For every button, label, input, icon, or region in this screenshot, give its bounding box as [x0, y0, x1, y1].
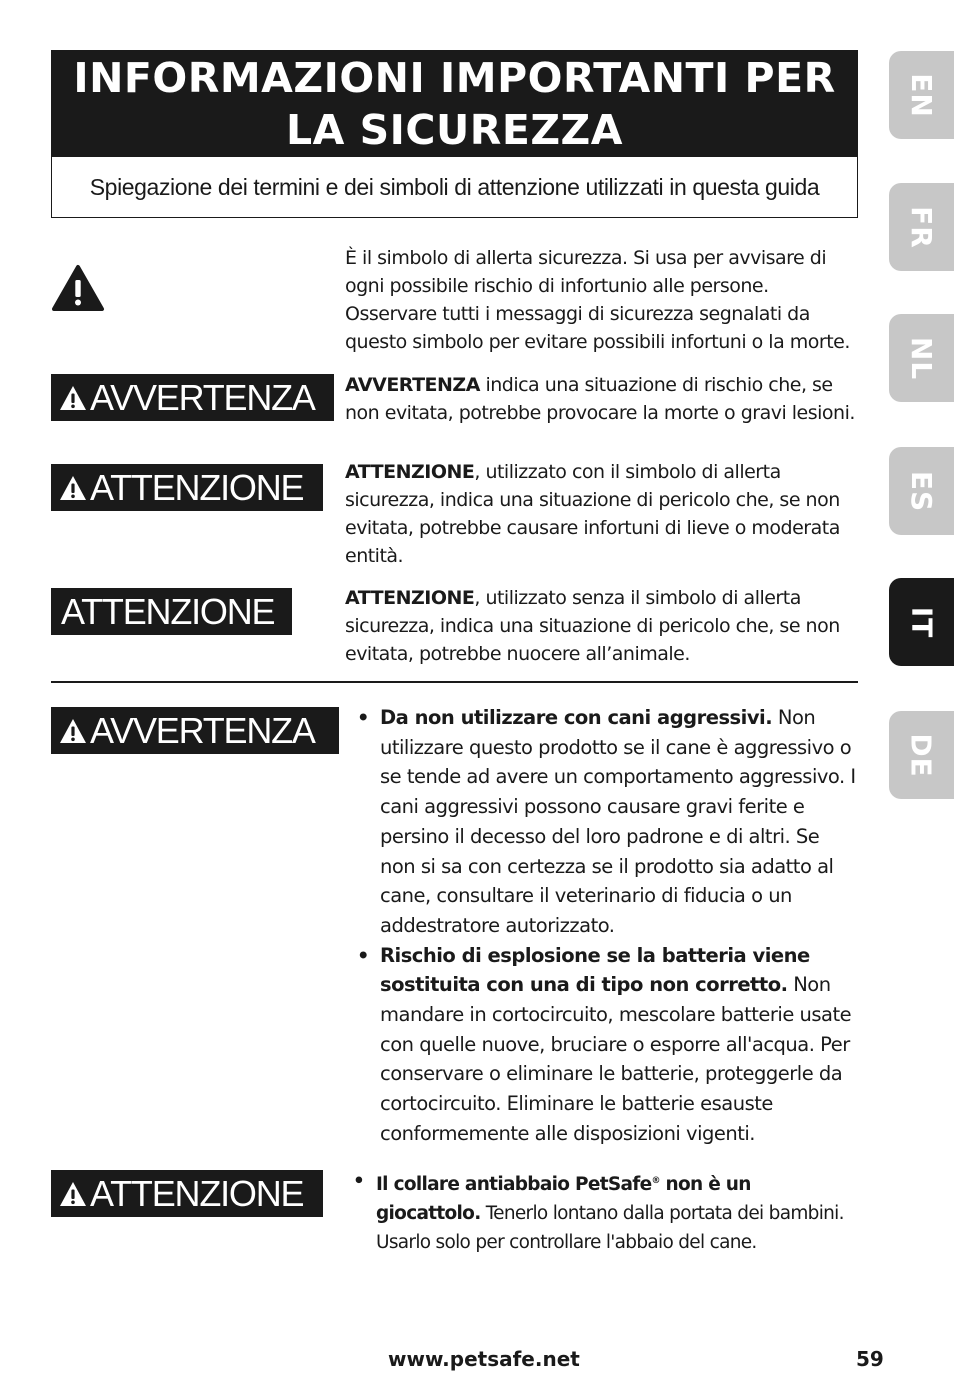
tab-it[interactable] — [889, 578, 954, 666]
warning-triangle-icon — [59, 385, 87, 411]
warning-item-heading: Rischio di esplosione se la batteria viene sostituita con una di tipo non corretto. — [380, 943, 810, 997]
tab-label: DE — [905, 732, 938, 778]
warning-definition — [345, 371, 860, 427]
warning-section-label-text: AVVERTENZA — [90, 709, 315, 751]
caution-plain-term: ATTENZIONE — [345, 587, 475, 609]
caution-symbol-label — [51, 464, 323, 511]
safety-alert-icon — [51, 264, 105, 312]
footer-url[interactable]: www.petsafe.net — [388, 1347, 580, 1371]
page-number: 59 — [856, 1347, 884, 1371]
tab-label: EN — [905, 72, 938, 118]
tab-label: NL — [905, 336, 938, 380]
caution-item-heading-end: non è un giocattolo. — [376, 1174, 751, 1225]
symbol-definition: È il simbolo di allerta sicurezza. Si usa per avvisare di ogni possibile rischio di infortunio alle persone. Osservare tutti i messaggi di sicurezza segnalati da questo simbolo per evitare possibili infortuni o la morte. — [345, 247, 850, 353]
warning-term: AVVERTENZA — [345, 374, 480, 396]
page-title-line1: INFORMAZIONI IMPORTANTI PER — [73, 54, 836, 102]
page-title — [73, 52, 835, 156]
warning-section-label — [51, 707, 339, 754]
caution-section-label — [51, 1170, 323, 1217]
caution-plain-definition-text: , utilizzato senza il simbolo di allerta sicurezza, indica una situazione di pericolo che, se non evitata, potrebbe nuocere all’animale. — [345, 587, 840, 665]
page-title-line2: LA SICUREZZA — [285, 106, 624, 154]
caution-list — [351, 1167, 856, 1257]
title-banner — [52, 51, 857, 157]
title-box — [51, 50, 858, 218]
tab-label: ES — [904, 470, 938, 512]
caution-item-heading-start: Il collare antiabbaio PetSafe — [376, 1174, 652, 1196]
caution-symbol-definition — [345, 458, 860, 570]
warning-list — [355, 703, 860, 1149]
list-item — [351, 1167, 856, 1257]
tab-label: IT — [905, 606, 938, 638]
registered-mark: ® — [651, 1176, 660, 1186]
tab-en[interactable] — [889, 51, 954, 139]
caution-section-label-text: ATTENZIONE — [90, 1172, 304, 1214]
caution-plain-label — [51, 588, 292, 635]
caution-triangle-icon — [59, 1181, 87, 1207]
caution-symbol-definition-text: , utilizzato con il simbolo di allerta sicurezza, indica una situazione di pericolo che, se non evitata, potrebbe causare infortuni di lieve o moderata entità. — [345, 461, 840, 567]
warning-item-text: Non mandare in cortocircuito, mescolare batterie usate con quelle nuove, bruciare o esporre all'acqua. Per conservare o eliminare le batterie, proteggerle da cortocircuito. Eliminare le batterie esauste conformemente alle disposizioni vigenti. — [380, 973, 852, 1145]
warning-label — [51, 374, 334, 421]
tab-label: FR — [905, 205, 938, 249]
warning-definition-text: indica una situazione di rischio che, se non evitata, potrebbe provocare la morte o gravi lesioni. — [345, 374, 855, 424]
list-item — [355, 941, 860, 1149]
section-divider — [51, 681, 858, 683]
warning-item-text: Non utilizzare questo prodotto se il cane è aggressivo o se tende ad avere un comportamento aggressivo. I cani aggressivi possono causare gravi ferite e persino il decesso del loro padrone e di altri. Se non si sa con certezza se il prodotto sia adatto al cane, consultare il veterinario di fiducia o un addestratore autorizzato. — [380, 706, 856, 937]
warning-item-heading: Da non utilizzare con cani aggressivi. — [380, 706, 773, 729]
warning-triangle-icon — [59, 718, 87, 744]
warning-label-text: AVVERTENZA — [90, 376, 315, 418]
caution-triangle-icon — [59, 475, 87, 501]
caution-symbol-term: ATTENZIONE — [345, 461, 475, 483]
caution-symbol-label-text: ATTENZIONE — [90, 466, 304, 508]
caution-item-text: Tenerlo lontano dalla portata dei bambini. Usarlo solo per controllare l'abbaio del cane. — [376, 1203, 844, 1254]
caution-plain-label-text: ATTENZIONE — [61, 590, 275, 632]
page-subtitle: Spiegazione dei termini e dei simboli di attenzione utilizzati in questa guida — [89, 173, 820, 200]
tab-nl[interactable] — [889, 314, 954, 402]
tab-es[interactable] — [889, 447, 954, 535]
caution-plain-definition — [345, 584, 860, 668]
list-item — [355, 703, 860, 941]
tab-fr[interactable] — [889, 183, 954, 271]
tab-de[interactable] — [889, 711, 954, 799]
